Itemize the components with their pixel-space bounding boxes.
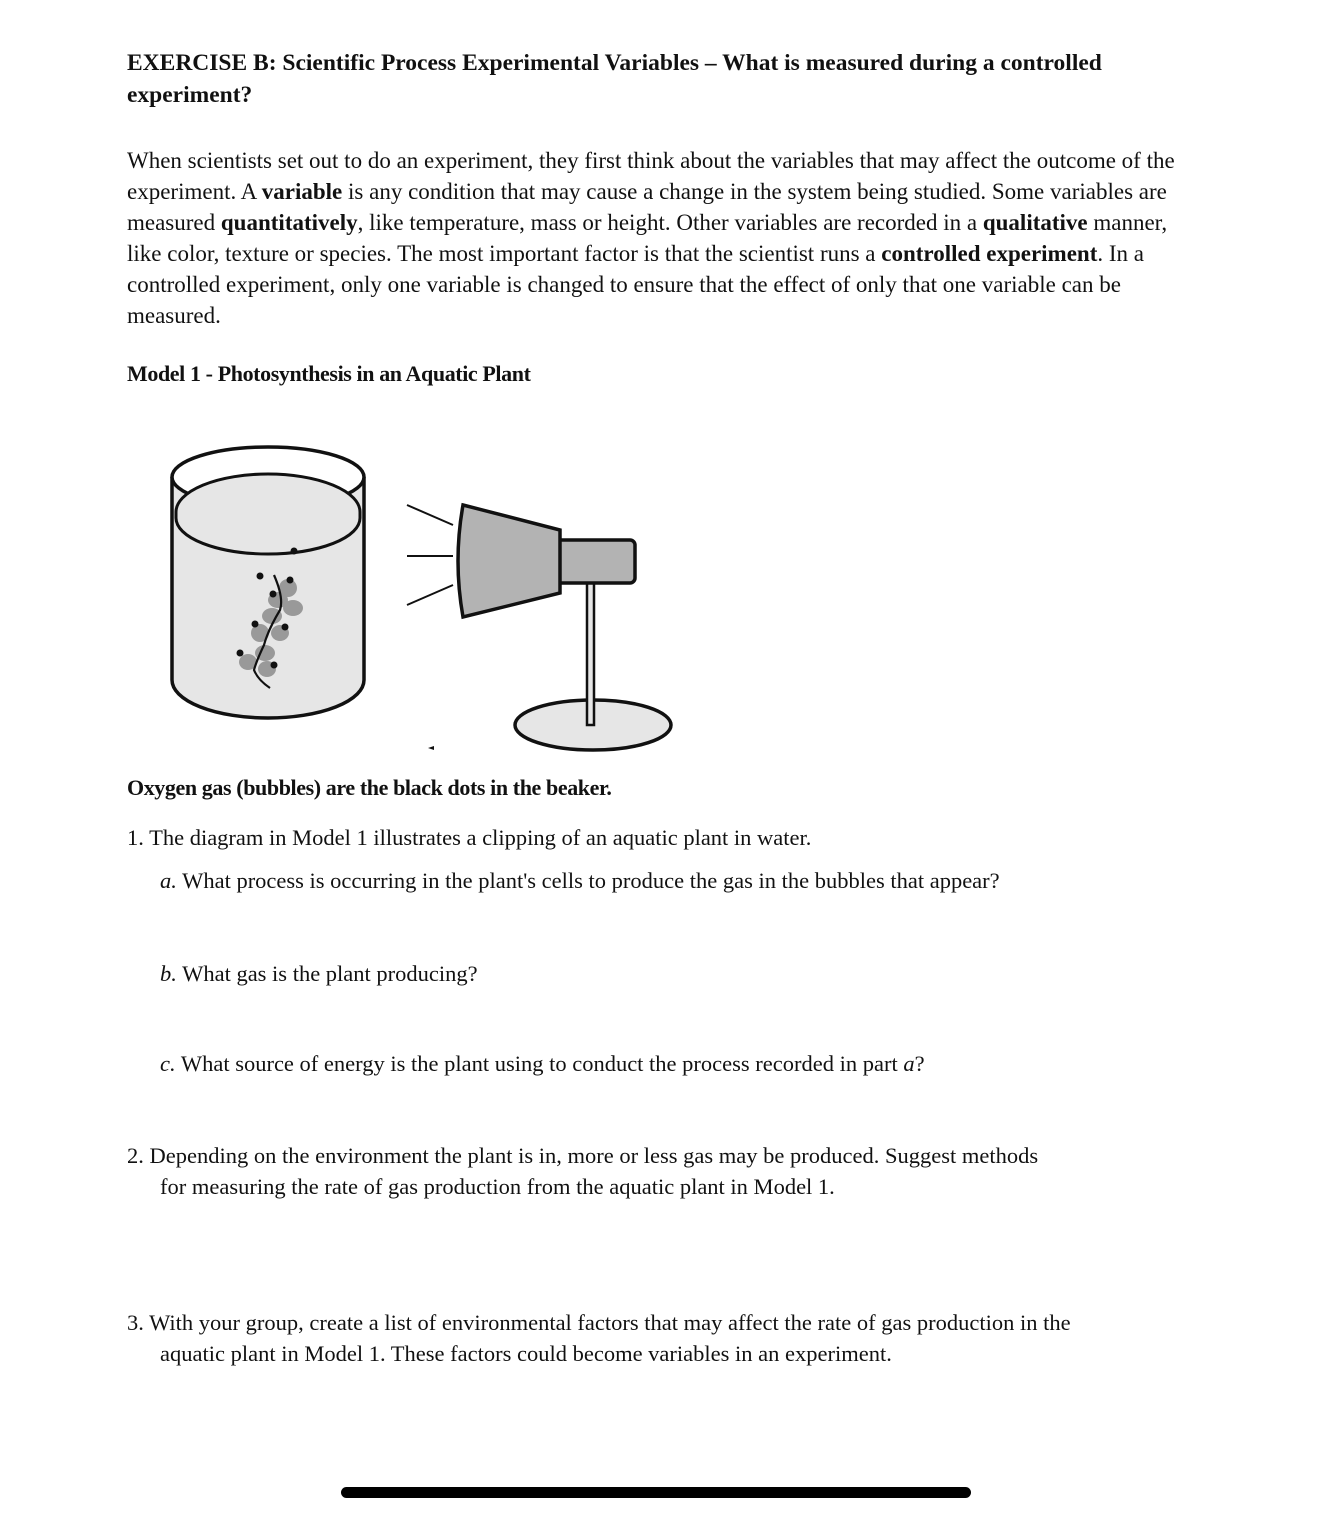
lamp-icon bbox=[458, 505, 671, 750]
beaker-icon bbox=[172, 447, 364, 718]
label: b. bbox=[160, 961, 177, 986]
light-rays-icon bbox=[407, 505, 453, 605]
home-indicator[interactable] bbox=[341, 1487, 971, 1498]
text: What process is occurring in the plant's cells to produce the gas in the bubbles that appear? bbox=[176, 868, 1000, 893]
model-title: Model 1 - Photosynthesis in an Aquatic Plant bbox=[127, 361, 531, 386]
label: a. bbox=[160, 868, 177, 893]
text: . In a controlled experiment, only one variable is changed to ensure that the effect of only that one variable can be measured. bbox=[127, 241, 1144, 328]
label: c. bbox=[160, 1051, 176, 1076]
text: When scientists set out to do an experiment, they first think about the variables that may affect the outcome of the experiment. A bbox=[127, 148, 1175, 204]
question-1: 1. The diagram in Model 1 illustrates a clipping of an aquatic plant in water. bbox=[127, 825, 812, 850]
text: is any condition that may cause a change in the system being studied. Some variables are measured bbox=[127, 179, 1167, 235]
question-1a bbox=[160, 865, 1000, 896]
diagram-caption: Oxygen gas (bubbles) are the black dots in the beaker. bbox=[127, 775, 612, 800]
text: What gas is the plant producing? bbox=[176, 961, 478, 986]
term-controlled-experiment: controlled experiment bbox=[881, 241, 1098, 266]
photosynthesis-diagram bbox=[160, 440, 740, 760]
term-quantitatively: quantitatively bbox=[220, 210, 358, 235]
term-qualitative: qualitative bbox=[982, 210, 1088, 235]
text: , like temperature, mass or height. Other variables are recorded in a bbox=[357, 210, 983, 235]
text: What source of energy is the plant using to conduct the process recorded in part bbox=[175, 1051, 904, 1076]
text: ? bbox=[914, 1051, 925, 1076]
question-1b bbox=[160, 958, 478, 989]
question-3: 3. With your group, create a list of environmental factors that may affect the rate of gas production in the aquatic plant in Model 1. These factors could become variables in an experiment. bbox=[127, 1310, 1071, 1366]
text: manner, like color, texture or species. The most important factor is that the scientist runs a bbox=[127, 210, 1168, 266]
term-variable: variable bbox=[261, 179, 343, 204]
ref: a bbox=[903, 1051, 915, 1076]
intro-paragraph bbox=[127, 145, 1202, 331]
question-2: 2. Depending on the environment the plant is in, more or less gas may be produced. Suggest methods for measuring the rate of gas production from the aquatic plant in Model 1. bbox=[127, 1143, 1039, 1199]
question-1c bbox=[160, 1048, 925, 1079]
exercise-title: EXERCISE B: Scientific Process Experimental Variables – What is measured during a controlled experiment? bbox=[127, 50, 1102, 108]
